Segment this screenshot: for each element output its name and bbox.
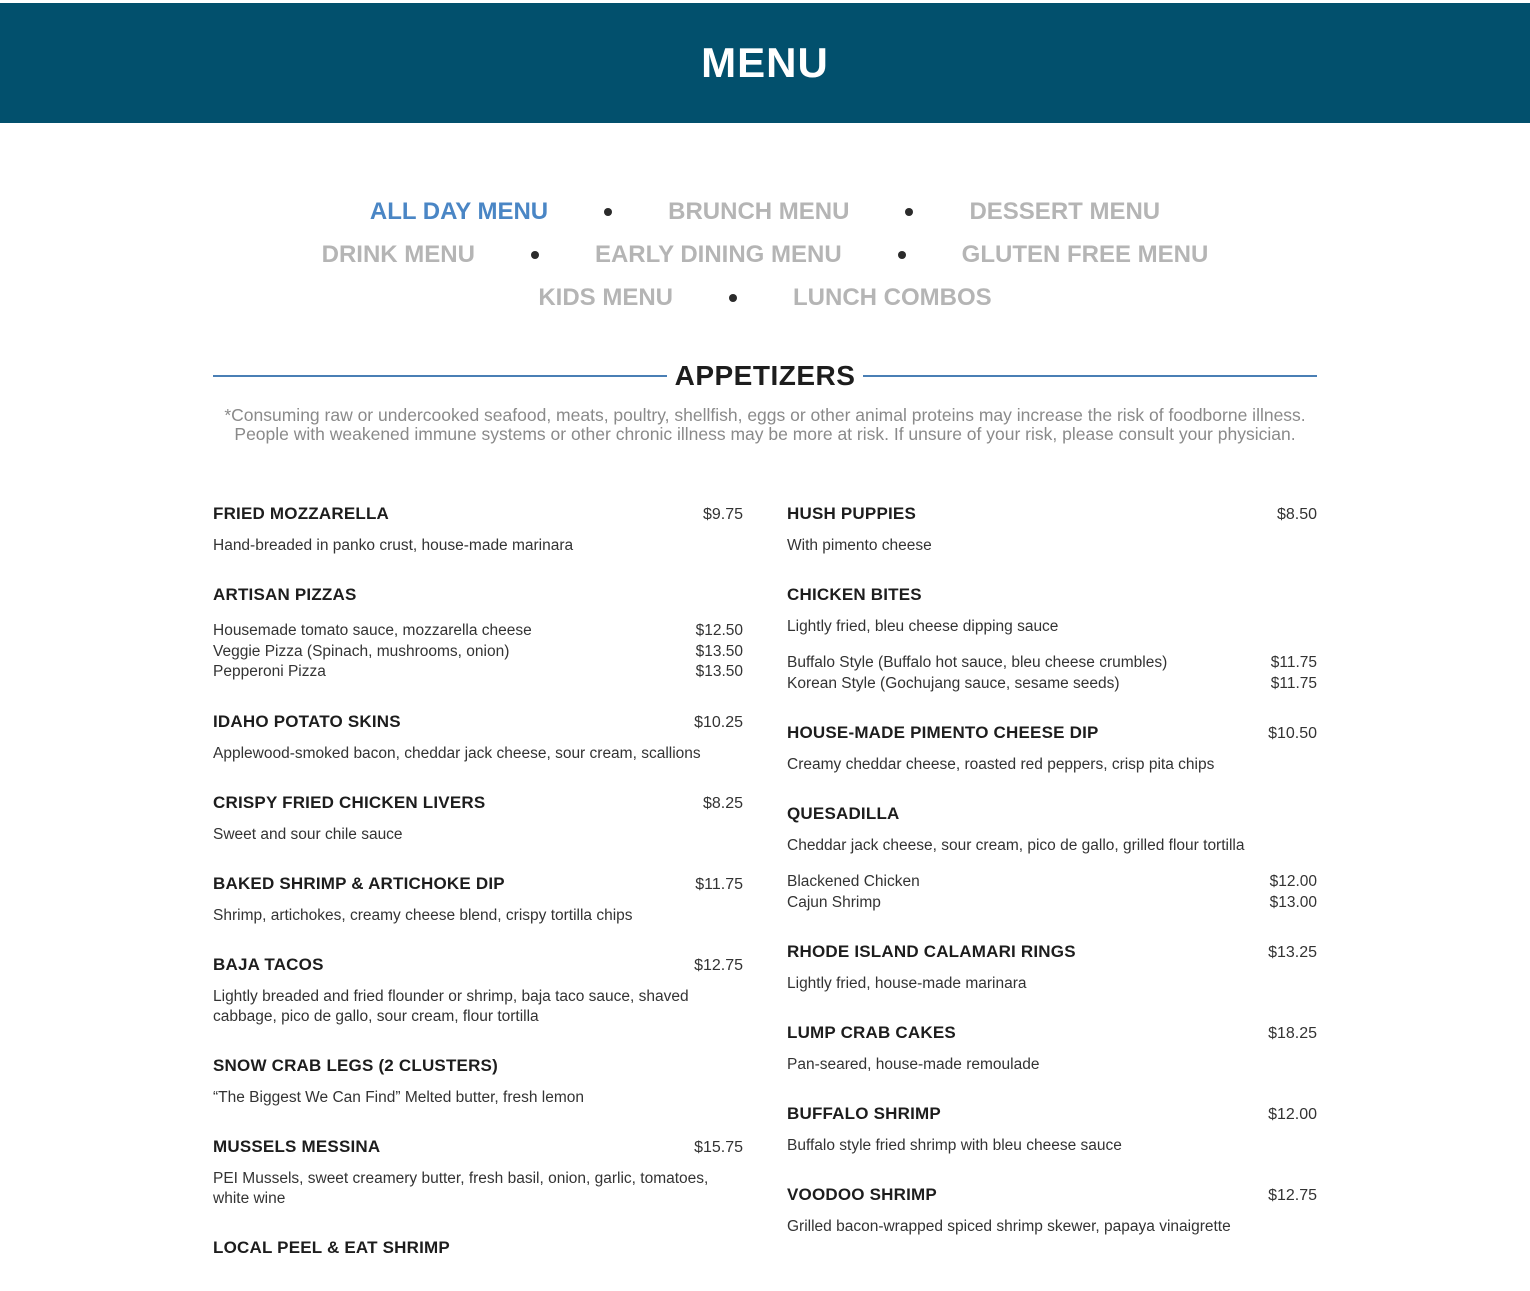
menu-item-header: [787, 585, 1317, 609]
variant-price: $11.75: [1270, 674, 1317, 692]
menu-item-header: [213, 874, 743, 898]
menu-item: [213, 1137, 743, 1209]
menu-item-description: Grilled bacon-wrapped spiced shrimp skewer, papaya vinaigrette: [787, 1218, 1231, 1235]
menu-item: [787, 942, 1317, 994]
variant-label: Buffalo Style (Buffalo hot sauce, bleu cheese crumbles): [787, 654, 1168, 671]
menu-item-price: $8.50: [1276, 506, 1317, 523]
menu-item-name: IDAHO POTATO SKINS: [213, 711, 401, 731]
variant-price: $13.50: [695, 663, 743, 680]
menu-item-variants: [213, 621, 743, 683]
menu-column-right: [787, 504, 1317, 1266]
variant-label: Korean Style (Gochujang sauce, sesame seeds): [787, 674, 1120, 692]
menu-item-description: Applewood-smoked bacon, cheddar jack cheese, sour cream, scallions: [213, 744, 701, 762]
menu-item-description: With pimento cheese: [787, 537, 932, 554]
menu-item-name: CHICKEN BITES: [787, 585, 922, 604]
menu-item-description: “The Biggest We Can Find” Melted butter, fresh lemon: [213, 1088, 585, 1106]
menu-item-header: [213, 585, 743, 609]
food-safety-disclaimer: *Consuming raw or undercooked seafood, meats, poultry, shellfish, eggs or other animal proteins may increase the risk of foodborne illness. People with weakened immune systems or other chronic illness may be more at risk. If unsure of your risk, please consult your physician.: [224, 405, 1306, 444]
menu-item: [787, 723, 1317, 775]
menu-nav-row: [0, 276, 1530, 319]
nav-lunch-combos[interactable]: LUNCH COMBOS: [793, 283, 992, 311]
menu-item-header: [787, 1023, 1317, 1047]
menu-item-variants: [787, 653, 1317, 694]
menu-item-header: [213, 712, 743, 736]
menu-item-header: [213, 955, 743, 979]
menu-item-header: [213, 1238, 743, 1262]
menu-item-description: Pan-seared, house-made remoulade: [787, 1056, 1040, 1073]
menu-item-name: BAJA TACOS: [213, 954, 324, 974]
variant-label: Housemade tomato sauce, mozzarella cheese: [213, 622, 532, 639]
menu-item-price: $12.75: [694, 956, 743, 974]
menu-nav-row: [0, 190, 1530, 233]
menu-item-name: ARTISAN PIZZAS: [213, 585, 357, 604]
menu-item: [213, 874, 743, 926]
nav-brunch-menu[interactable]: BRUNCH MENU: [668, 197, 850, 225]
menu-item-name: HOUSE-MADE PIMENTO CHEESE DIP: [787, 723, 1099, 742]
nav-drink-menu[interactable]: DRINK MENU: [321, 240, 475, 268]
nav-separator-dot: [604, 208, 612, 216]
menu-item-name: MUSSELS MESSINA: [213, 1136, 381, 1156]
menu-item-price: $11.75: [695, 875, 743, 893]
nav-all-day-menu[interactable]: ALL DAY MENU: [369, 197, 549, 225]
menu-item-price: $8.25: [702, 794, 743, 812]
variant-label: Blackened Chicken: [787, 873, 920, 890]
menu-item: [787, 1185, 1317, 1237]
menu-item-price: $12.75: [1268, 1187, 1317, 1204]
menu-item: [213, 504, 743, 556]
menu-item-variant: [787, 674, 1317, 695]
menu-item: [787, 504, 1317, 556]
section-title: APPETIZERS: [674, 360, 856, 391]
menu-column-left: [213, 504, 743, 1291]
variant-price: $12.50: [695, 622, 743, 639]
menu-item-header: [787, 1104, 1317, 1128]
menu-item-description: PEI Mussels, sweet creamery butter, fresh basil, onion, garlic, tomatoes, white wine: [213, 1169, 709, 1207]
menu-item-name: HUSH PUPPIES: [787, 504, 916, 523]
menu-item-description: Creamy cheddar cheese, roasted red peppers, crisp pita chips: [787, 756, 1215, 773]
menu-item-price: $9.75: [702, 506, 743, 523]
menu-item-variant: [213, 642, 743, 663]
menu-item-variants: [787, 872, 1317, 913]
menu-item: [213, 955, 743, 1027]
menu-item-price: $13.25: [1268, 944, 1317, 961]
menu-item-header: [787, 1185, 1317, 1209]
page-title: MENU: [701, 39, 829, 86]
menu-item-header: [213, 1056, 743, 1080]
menu-item-name: CRISPY FRIED CHICKEN LIVERS: [213, 792, 486, 812]
menu-item-description: Cheddar jack cheese, sour cream, pico de gallo, grilled flour tortilla: [787, 837, 1245, 854]
variant-price: $11.75: [1270, 654, 1317, 671]
menu-nav-row: [0, 233, 1530, 276]
variant-price: $13.50: [695, 642, 743, 660]
menu-item-description: Sweet and sour chile sauce: [213, 825, 403, 843]
menu-item-header: [213, 793, 743, 817]
variant-price: $12.00: [1269, 873, 1317, 890]
menu-nav: [0, 190, 1530, 319]
nav-kids-menu[interactable]: KIDS MENU: [538, 283, 673, 311]
menu-item: [213, 585, 743, 683]
nav-gluten-free-menu[interactable]: GLUTEN FREE MENU: [961, 240, 1209, 268]
variant-price: $13.00: [1269, 893, 1317, 911]
menu-item-name: BUFFALO SHRIMP: [787, 1104, 941, 1123]
menu-item-price: $15.75: [694, 1138, 743, 1156]
menu-item: [213, 712, 743, 764]
heading-rule-left: [213, 375, 667, 377]
menu-item-description: Buffalo style fried shrimp with bleu cheese sauce: [787, 1137, 1122, 1154]
menu-item-name: LUMP CRAB CAKES: [787, 1023, 956, 1042]
menu-item-header: [787, 504, 1317, 528]
menu-item: [213, 793, 743, 845]
menu-item-name: BAKED SHRIMP & ARTICHOKE DIP: [213, 873, 505, 893]
menu-item: [787, 1104, 1317, 1156]
menu-item: [787, 1023, 1317, 1075]
variant-label: Pepperoni Pizza: [213, 663, 326, 680]
menu-item-name: RHODE ISLAND CALAMARI RINGS: [787, 942, 1076, 961]
menu-item-price: $12.00: [1268, 1106, 1317, 1123]
nav-separator-dot: [905, 208, 913, 216]
menu-item-description: Shrimp, artichokes, creamy cheese blend, crispy tortilla chips: [213, 906, 633, 924]
section-heading: [213, 356, 1317, 396]
nav-separator-dot: [729, 294, 737, 302]
menu-item-description: Lightly fried, house-made marinara: [787, 975, 1027, 992]
menu-item-header: [213, 504, 743, 528]
menu-item-variant: [787, 653, 1317, 674]
menu-item-header: [787, 723, 1317, 747]
menu-item-description: Lightly breaded and fried flounder or shrimp, baja taco sauce, shaved cabbage, pico de gallo, sour cream, flour tortilla: [213, 987, 689, 1025]
menu-item: [213, 1238, 743, 1262]
nav-dessert-menu[interactable]: DESSERT MENU: [969, 197, 1161, 225]
menu-item-header: [787, 804, 1317, 828]
menu-item: [787, 804, 1317, 913]
menu-item-price: $18.25: [1268, 1025, 1317, 1042]
menu-item-header: [787, 942, 1317, 966]
nav-separator-dot: [898, 251, 906, 259]
menu-item-price: $10.25: [694, 713, 743, 731]
menu-item-name: QUESADILLA: [787, 804, 900, 823]
menu-item-variant: [787, 872, 1317, 893]
nav-separator-dot: [531, 251, 539, 259]
heading-rule-right: [863, 375, 1317, 377]
menu-item-name: SNOW CRAB LEGS (2 CLUSTERS): [213, 1055, 498, 1075]
menu-item-description: Hand-breaded in panko crust, house-made marinara: [213, 537, 574, 554]
variant-label: Cajun Shrimp: [787, 893, 881, 911]
menu-item-name: FRIED MOZZARELLA: [213, 504, 390, 523]
nav-early-dining-menu[interactable]: EARLY DINING MENU: [594, 240, 842, 268]
menu-item-price: $10.50: [1268, 725, 1317, 742]
menu-item-name: VOODOO SHRIMP: [787, 1185, 937, 1204]
menu-item-header: [213, 1137, 743, 1161]
variant-label: Veggie Pizza (Spinach, mushrooms, onion): [213, 642, 510, 660]
menu-item: [213, 1056, 743, 1108]
menu-item-variant: [787, 893, 1317, 914]
menu-item-variant: [213, 621, 743, 642]
page-header: [0, 3, 1530, 123]
menu-item-name: LOCAL PEEL & EAT SHRIMP: [213, 1237, 450, 1257]
menu-item-variant: [213, 662, 743, 683]
menu-item-description: Lightly fried, bleu cheese dipping sauce: [787, 618, 1059, 635]
menu-item: [787, 585, 1317, 694]
